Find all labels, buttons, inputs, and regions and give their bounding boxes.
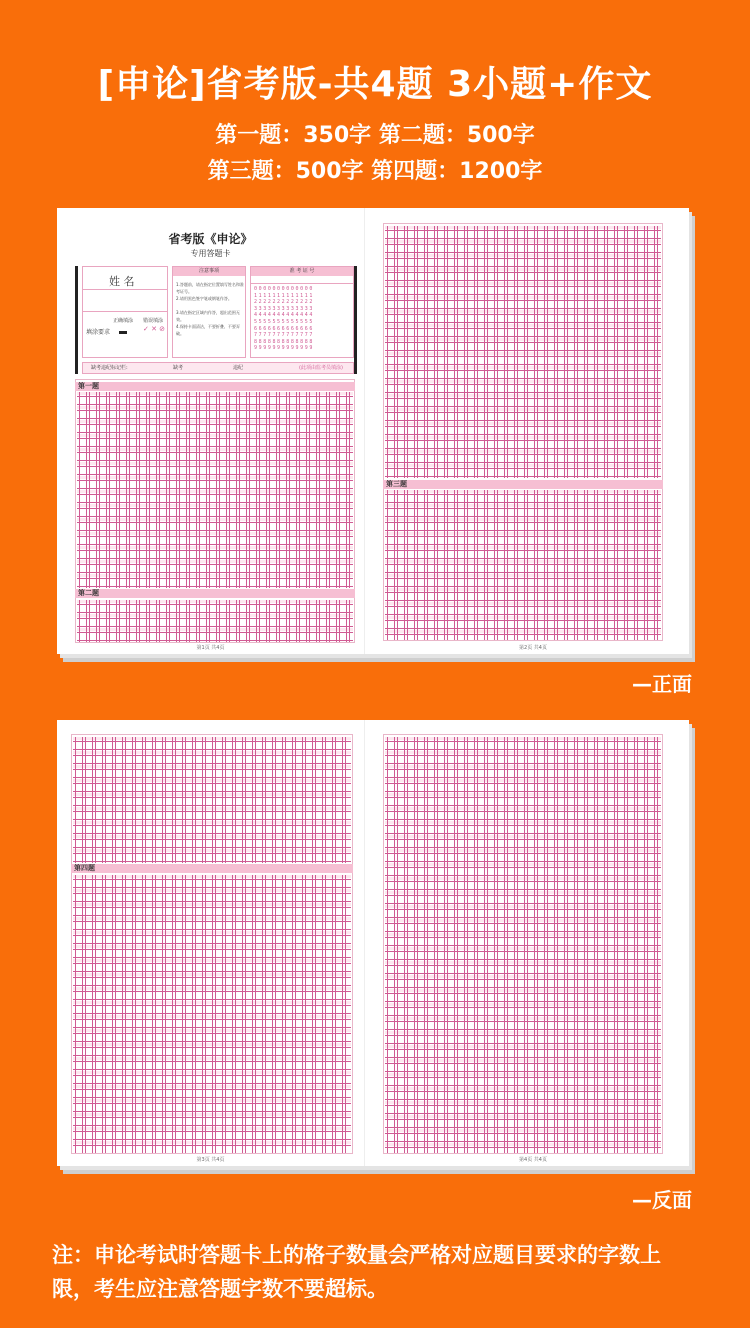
page-4 (377, 720, 689, 1166)
answer-sheet-front (57, 208, 689, 654)
answer-sheet-back (57, 720, 689, 1166)
notice-label: 注意事项 (173, 267, 245, 276)
digit-row-0: 0000000000000 (254, 286, 314, 292)
subtitle-line-2: 第三题：500字 第四题：1200字 (207, 159, 543, 184)
back-label: —反面 (632, 1188, 692, 1212)
notice-line-4: 4.保持卡面清洁，不要折叠、不要弄破。 (176, 324, 240, 336)
footer-p2: 第2页 共4页 (519, 645, 547, 651)
absent-note: (此项由监考员填涂) (299, 365, 343, 371)
right-fill-label: 正确填涂 (113, 318, 134, 324)
digit-row-6: 6666666666666 (254, 325, 314, 332)
card-header-box (75, 266, 357, 374)
digit-row-1: 1111111111111 (254, 292, 314, 299)
wrong-fill-label: 错误填涂 (143, 318, 164, 324)
card-title: 省考版《申论》 (168, 232, 253, 246)
page-1 (57, 208, 365, 654)
notice-box (172, 266, 246, 358)
footer-p4: 第4页 共4页 (519, 1157, 547, 1163)
grid-q3 (385, 490, 661, 640)
absent-text: 缺考 (173, 365, 184, 371)
absent-bar (82, 362, 354, 374)
notice-line-1: 1.答题前，请在指定位置填写姓名和准考证号。 (176, 282, 244, 294)
footnote: 注：申论考试时答题卡上的格子数量会严格对应题目要求的字数上限，考生应注意答题字数不要超标。 (52, 1243, 661, 1301)
digit-row-9: 9999999999999 (254, 345, 314, 352)
section-q1: 第一题 (75, 382, 355, 391)
digit-row-2: 2222222222222 (254, 299, 314, 306)
section-q2: 第二题 (75, 589, 355, 598)
digit-row-7: 7777777777777 (254, 332, 314, 339)
exam-number-label: 准 考 证 号 (251, 267, 353, 276)
notice-line-3: 3.请在指定区域内作答，超出范围无效。 (176, 310, 240, 322)
footer-p3: 第3页 共4页 (196, 1157, 225, 1163)
footer-p1: 第1页 共4页 (196, 645, 225, 651)
digit-row-4: 4444444444444 (254, 312, 314, 319)
grid-q2-cont (385, 226, 661, 478)
grid-q2 (77, 600, 353, 642)
right-fill-mark (119, 331, 127, 334)
digit-row-3: 3333333333333 (254, 305, 314, 312)
grid-q4 (73, 875, 351, 1153)
exam-number-box (250, 266, 354, 358)
fill-label: 填涂要求 (86, 329, 111, 336)
section-q4: 第四题 (71, 864, 353, 873)
section-q3: 第三题 (383, 480, 663, 489)
grid-q1 (77, 392, 353, 588)
absent-label: 缺考违纪标记栏: (91, 365, 128, 371)
grid-q4-cont (385, 737, 661, 1153)
notice-line-2: 2.请用黑色签字笔或钢笔作答。 (176, 296, 232, 301)
digit-row-8: 8888888888888 (254, 338, 314, 345)
subtitle-line-1: 第一题：350字 第二题：500字 (215, 123, 535, 148)
digit-row-5: 5555555555555 (254, 319, 314, 325)
name-box (82, 266, 168, 358)
violation-text: 违纪 (233, 365, 244, 371)
page-title: [申论]省考版-共4题 3小题+作文 (97, 64, 653, 105)
card-subtitle: 专用答题卡 (190, 249, 231, 258)
front-label: —正面 (632, 672, 692, 696)
page-3 (57, 720, 365, 1166)
name-label: 姓 名 (109, 275, 135, 288)
grid-q3-cont (73, 737, 351, 863)
wrong-fill-marks: ✓ ✕ ⊘ (143, 325, 166, 333)
page-2 (377, 208, 689, 654)
